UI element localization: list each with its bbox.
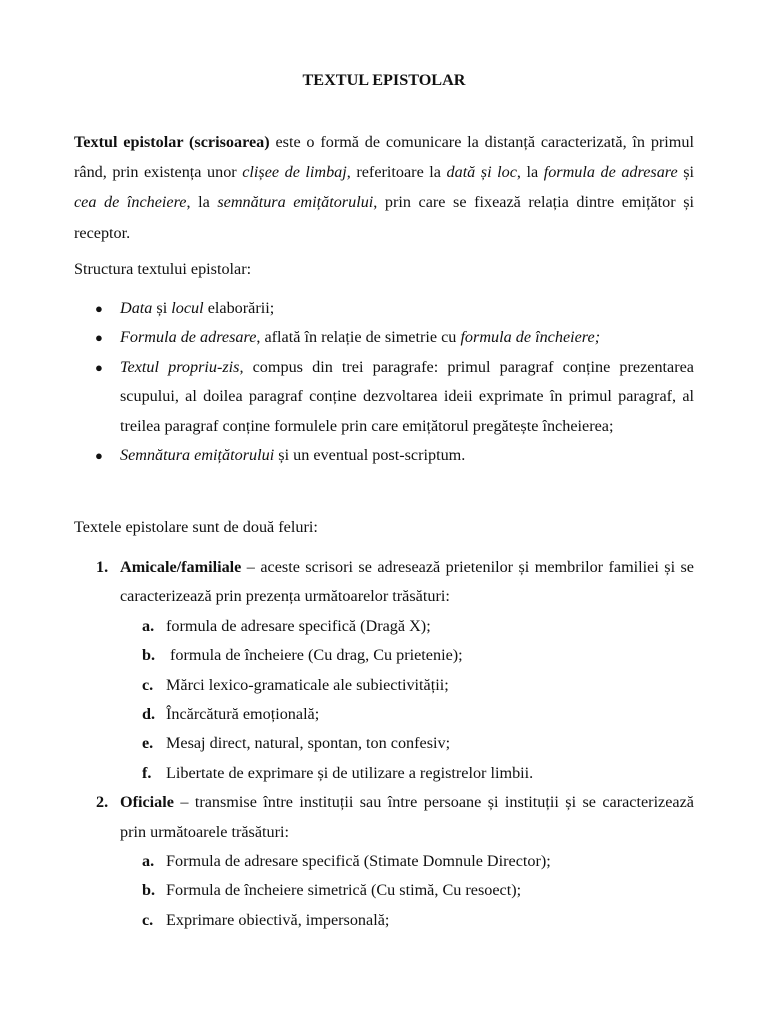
intro-italic: clișee de limbaj: [242, 163, 347, 182]
sub-text: Formula de încheiere simetrică (Cu stimă, Cu resoect);: [166, 881, 522, 900]
intro-text: , prin care se fixează relația dintre emițător și receptor.: [74, 193, 694, 242]
type-text: – aceste scrisori se adresează prietenilor și membrilor familiei și se caracterizează prin prezența următoarelor trăsături:: [120, 558, 694, 606]
item-text: elaborării;: [203, 299, 275, 317]
item-italic: Semnătura emițătorului: [120, 446, 275, 465]
intro-text: , la: [516, 163, 544, 182]
list-item: [74, 441, 694, 470]
sub-letter: e.: [142, 734, 154, 753]
page-title: TEXTUL EPISTOLAR: [302, 71, 466, 89]
bullet-icon: ●: [95, 301, 103, 316]
sub-item: [120, 671, 694, 700]
type-item: [74, 788, 694, 935]
item-italic: Data: [120, 299, 153, 317]
item-italic: locul: [171, 299, 204, 317]
intro-term: Textul epistolar (scrisoarea): [74, 133, 270, 151]
structure-list: [74, 294, 694, 470]
sub-letter: b.: [142, 646, 156, 665]
types-list: [74, 553, 694, 935]
sub-text: formula de încheiere (Cu drag, Cu prietenie);: [166, 646, 463, 665]
bullet-icon: ●: [95, 330, 103, 346]
intro-italic: dată și loc: [446, 163, 517, 182]
sub-text: Mărci lexico-gramaticale ale subiectivității;: [166, 675, 449, 694]
intro-text: și: [677, 163, 694, 182]
sub-item: [120, 641, 694, 670]
sub-text: Libertate de exprimare și de utilizare a registrelor limbii.: [166, 763, 534, 782]
intro-text: , referitoare la: [346, 163, 447, 182]
sub-item: [120, 759, 694, 788]
item-text: compus din trei paragrafe: primul paragraf conține prezentarea scupului, al doilea paragraf conține dezvoltarea ideii exprimate în primul paragraf, al treilea paragraf conține formulele prin care emițătorul pregătește încheierea;: [120, 357, 694, 435]
intro-italic: semnătura emițătorului: [217, 193, 374, 212]
item-italic: Textul propriu-zis,: [120, 357, 244, 376]
sub-text: Încărcătură emoțională;: [166, 705, 320, 724]
type-name: Amicale/familiale: [120, 558, 242, 576]
bullet-icon: ●: [95, 448, 103, 464]
sub-letter: a.: [142, 616, 155, 635]
types-heading: Textele epistolare sunt de două feluri:: [74, 518, 318, 536]
intro-text: , la: [186, 193, 218, 212]
type-description: [120, 553, 694, 612]
sub-text: Mesaj direct, natural, spontan, ton confesiv;: [166, 734, 451, 753]
sub-item: [120, 876, 694, 905]
type-description: [120, 788, 694, 847]
item-italic: Formula de adresare: [120, 328, 257, 347]
intro-italic: formula de adresare: [543, 163, 678, 182]
bullet-icon: ●: [95, 359, 103, 375]
type-number: 1.: [96, 558, 109, 576]
type-name: Oficiale: [120, 793, 174, 812]
structure-heading: Structura textului epistolar:: [74, 260, 252, 278]
item-text: și: [152, 299, 172, 317]
sub-text: Exprimare obiectivă, impersonală;: [166, 910, 390, 929]
item-text: și un eventual post-scriptum.: [274, 446, 466, 465]
item-italic: formula de încheiere;: [460, 328, 601, 347]
sub-item: [120, 729, 694, 758]
type-text: – transmise între instituții sau între persoane și instituții și se caracterizează prin următoarele trăsături:: [120, 793, 694, 841]
type-item: [74, 553, 694, 788]
sub-letter: b.: [142, 881, 156, 900]
sub-letter: c.: [142, 675, 154, 694]
sub-letter: c.: [142, 910, 154, 929]
intro-paragraph: [74, 127, 694, 248]
sub-item: [120, 906, 694, 935]
item-text: , aflată în relație de simetrie cu: [256, 328, 461, 347]
list-item: [74, 323, 694, 352]
list-item: [74, 294, 694, 323]
sub-text: Formula de adresare specifică (Stimate Domnule Director);: [166, 852, 551, 871]
sub-list: [120, 847, 694, 935]
sub-item: [120, 700, 694, 729]
sub-text: formula de adresare specifică (Dragă X);: [166, 616, 431, 635]
sub-item: [120, 847, 694, 876]
type-number: 2.: [96, 793, 109, 812]
sub-letter: a.: [142, 852, 155, 871]
sub-letter: d.: [142, 705, 156, 724]
sub-item: [120, 612, 694, 641]
sub-letter: f.: [142, 763, 152, 782]
list-item: [74, 353, 694, 441]
intro-text: este o formă de comunicare la distanță caracterizată, în primul rând, prin existența unor: [74, 133, 694, 182]
intro-italic: cea de încheiere: [74, 193, 187, 212]
sub-list: [120, 612, 694, 788]
